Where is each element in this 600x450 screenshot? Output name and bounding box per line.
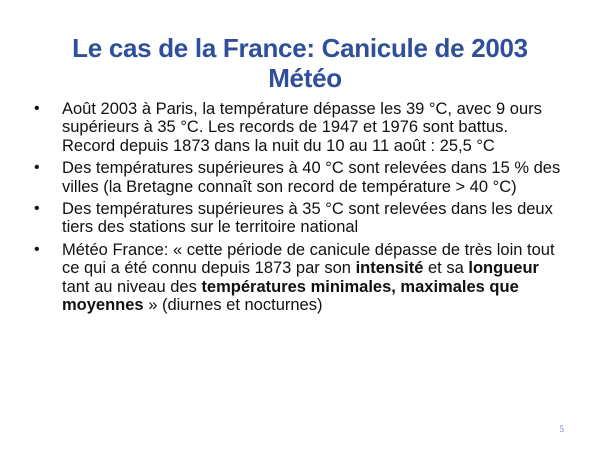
bullet-icon: • (34, 159, 40, 177)
bullet-text: Des températures supérieures à 35 °C sont relevées dans les deux tiers des stations sur le territoire national (62, 200, 553, 237)
bullet-item (34, 159, 564, 196)
bullet-icon: • (34, 240, 40, 258)
slide-subtitle: Météo (268, 63, 342, 93)
quote-text: et sa (423, 259, 469, 278)
bullet-text: Août 2003 à Paris, la température dépasse les 39 °C, avec 9 ours supérieurs à 35 °C. Les records de 1947 et 1976 sont battus. Record depuis 1873 dans la nuit du 10 au 11 août : 25,5 °C (62, 100, 542, 155)
bullet-item (34, 241, 564, 315)
bullet-item (34, 200, 564, 237)
bullet-text (62, 241, 555, 314)
quote-text: tant au niveau des (62, 277, 202, 296)
quote-text: Météo France: « cette période de canicule dépasse de très loin tout ce qui a été connu depuis 1873 par son (62, 240, 555, 278)
bullet-text: Des températures supérieures à 40 °C sont relevées dans 15 % des villes (la Bretagne connaît son record de température > 40 °C) (62, 159, 561, 196)
emphasis-longueur: longueur (468, 259, 539, 278)
quote-text: » (diurnes et nocturnes) (143, 296, 323, 315)
page-number: 5 (559, 424, 564, 434)
emphasis-temperatures: températures minimales, maximales que moyennes (62, 277, 519, 315)
slide-title: Le cas de la France: Canicule de 2003 (72, 33, 528, 63)
bullet-icon: • (34, 100, 40, 117)
emphasis-intensite: intensité (355, 259, 424, 278)
bullet-icon: • (34, 200, 40, 218)
bullet-item (34, 100, 564, 155)
bullet-list (34, 100, 564, 318)
